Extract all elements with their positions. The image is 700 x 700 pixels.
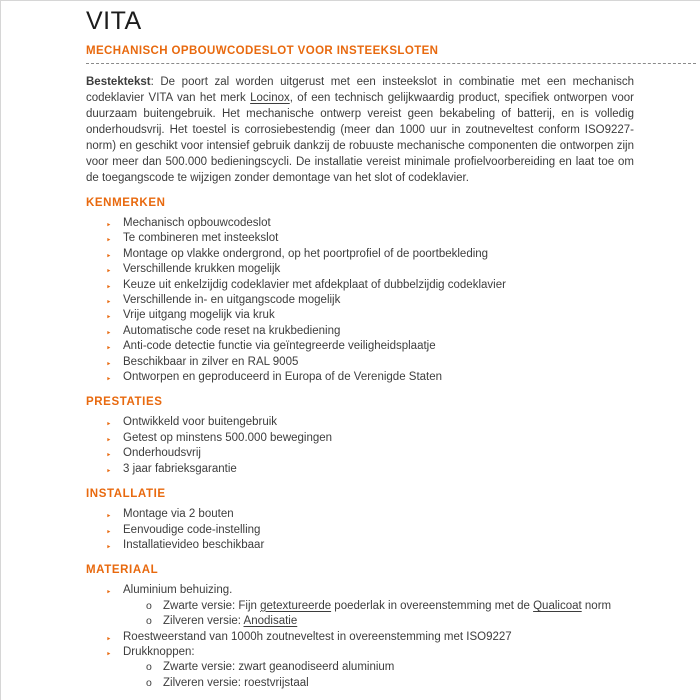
underlined-term: Locinox xyxy=(250,92,290,104)
list-item xyxy=(86,583,634,598)
list-item-text xyxy=(123,279,506,291)
underlined-term: Anodisatie xyxy=(243,615,298,628)
list-item xyxy=(86,370,634,385)
list-item xyxy=(86,247,634,262)
text-run: Zwarte versie: Fijn xyxy=(163,599,261,612)
arrow-bullet-icon: ‣ xyxy=(106,220,112,230)
text-run: Montage op vlakke ondergrond, op het poortprofiel of de poortbekleding xyxy=(123,247,489,260)
list-item xyxy=(86,614,634,629)
list-item-text xyxy=(123,340,436,352)
section-heading-materiaal: MATERIAAL xyxy=(86,564,159,577)
text-run: 3 jaar fabrieksgarantie xyxy=(123,462,237,475)
list-item-text xyxy=(163,600,611,612)
list-item xyxy=(86,293,634,308)
list-item-text xyxy=(123,463,237,475)
list-item xyxy=(86,308,634,323)
list-item xyxy=(86,262,634,277)
text-run: Zilveren versie: roestvrijstaal xyxy=(163,676,309,689)
list-item xyxy=(86,324,634,339)
arrow-bullet-icon: ‣ xyxy=(106,434,112,445)
list-item-text xyxy=(123,539,264,551)
text-run: Ontworpen en geproduceerd in Europa of de Verenigde Staten xyxy=(123,371,443,384)
list-item xyxy=(86,431,634,446)
text-run: Roestweerstand van 1000h zoutneveltest in overeenstemming met ISO9227 xyxy=(123,630,512,643)
arrow-bullet-icon: ‣ xyxy=(106,419,112,430)
list-item-text xyxy=(123,432,332,444)
text-run: poederlak in overeenstemming met de xyxy=(331,599,534,612)
text-run: Mechanisch opbouwcodeslot xyxy=(123,217,271,229)
section-heading-prestaties: PRESTATIES xyxy=(86,396,163,409)
arrow-bullet-icon: ‣ xyxy=(106,541,112,552)
list-item-text xyxy=(123,356,298,368)
list-item xyxy=(86,676,634,691)
text-run: Installatievideo beschikbaar xyxy=(123,538,265,551)
list-item xyxy=(86,645,634,660)
list-item-text xyxy=(123,325,340,337)
list-item-text xyxy=(123,631,512,643)
arrow-bullet-icon: ‣ xyxy=(106,465,112,476)
text-run: Keuze uit enkelzijdig codeklavier met afdekplaat of dubbelzijdig codeklavier xyxy=(123,278,506,291)
text-run: Vrije uitgang mogelijk via kruk xyxy=(123,309,275,322)
section-heading-kenmerken: KENMERKEN xyxy=(86,197,166,209)
arrow-bullet-icon: ‣ xyxy=(106,648,112,659)
list-item-text xyxy=(123,263,280,275)
list-item xyxy=(86,538,634,553)
text-run: : De poort zal worden uitgerust met een insteekslot in combinatie met een mechanisch codeklavier VITA van het merk xyxy=(86,76,634,104)
list-item xyxy=(86,599,634,614)
text-run: Verschillende krukken mogelijk xyxy=(123,263,281,276)
list-item xyxy=(86,339,634,354)
section-divider xyxy=(86,63,696,64)
circle-bullet-icon: o xyxy=(146,615,152,628)
list-item-text xyxy=(123,217,271,229)
list-item-text xyxy=(123,232,278,244)
list-item-text xyxy=(123,646,195,658)
arrow-bullet-icon: ‣ xyxy=(106,358,112,369)
text-run: Zilveren versie: xyxy=(163,615,244,628)
list-item-text xyxy=(123,447,201,459)
text-run: norm xyxy=(581,599,612,612)
list-item-text xyxy=(163,661,394,673)
list-item xyxy=(86,507,634,522)
arrow-bullet-icon: ‣ xyxy=(106,312,112,323)
list-item-text xyxy=(163,677,309,689)
list-item-text xyxy=(123,248,488,260)
text-run: Automatische code reset na krukbediening xyxy=(123,324,341,337)
arrow-bullet-icon: ‣ xyxy=(106,297,112,308)
arrow-bullet-icon: ‣ xyxy=(106,266,112,277)
section-heading-installatie: INSTALLATIE xyxy=(86,488,166,501)
arrow-bullet-icon: ‣ xyxy=(106,343,112,354)
arrow-bullet-icon: ‣ xyxy=(106,235,112,246)
text-run: Ontwikkeld voor buitengebruik xyxy=(123,416,278,429)
text-run: Montage via 2 bouten xyxy=(123,508,234,521)
list-item-text xyxy=(123,584,232,596)
text-run: Drukknoppen: xyxy=(123,645,195,658)
text-run: Beschikbaar in zilver en RAL 9005 xyxy=(123,355,299,368)
text-run: Zwarte versie: zwart geanodiseerd aluminium xyxy=(163,661,395,674)
list-item-text xyxy=(163,615,297,627)
list-item-text xyxy=(123,416,277,428)
page-subtitle: MECHANISCH OPBOUWCODESLOT VOOR INSTEEKSLOTEN xyxy=(86,45,439,57)
text-run: Aluminium behuizing. xyxy=(123,584,233,597)
list-item-text xyxy=(123,309,275,321)
arrow-bullet-icon: ‣ xyxy=(106,374,112,385)
arrow-bullet-icon: ‣ xyxy=(106,511,112,522)
text-run: Getest op minstens 500.000 bewegingen xyxy=(123,431,333,444)
page-title: VITA xyxy=(86,7,142,35)
text-run: Te combineren met insteekslot xyxy=(123,232,279,245)
text-run: Anti-code detectie functie via geïntegreerde veiligheidsplaatje xyxy=(123,340,436,353)
arrow-bullet-icon: ‣ xyxy=(106,250,112,261)
list-item xyxy=(86,523,634,538)
text-run: , of een technisch gelijkwaardig product, specifiek ontworpen voor duurzaam buitengebruik. Het mechanische ontwerp vereist geen bekabeling of batterij, en is volledig onderhoudsvrij. Het toestel is corrosiebestendig (meer dan 1000 uur in zoutneveltest conform ISO9227-norm) en geschikt voor intensief gebruik dankzij de robuuste mechanische componenten die ontworpen zijn voor meer dan 500.000 bedieningscycli. De installatie vereist minimale profielvoorbereiding en laat toe om de toegangscode te wijzigen zonder demontage van het slot of codeklavier. xyxy=(86,92,634,184)
circle-bullet-icon: o xyxy=(146,599,152,612)
list-item xyxy=(86,415,634,430)
arrow-bullet-icon: ‣ xyxy=(106,327,112,338)
list-item-text xyxy=(123,294,340,306)
list-item xyxy=(86,231,634,246)
arrow-bullet-icon: ‣ xyxy=(106,281,112,292)
list-item xyxy=(86,630,634,645)
arrow-bullet-icon: ‣ xyxy=(106,450,112,461)
list-item xyxy=(86,660,634,675)
list-item-text xyxy=(123,524,260,536)
list-item-text xyxy=(123,508,234,520)
circle-bullet-icon: o xyxy=(146,661,152,674)
list-item-text xyxy=(123,371,442,383)
arrow-bullet-icon: ‣ xyxy=(106,633,112,644)
list-item xyxy=(86,462,634,477)
text-run: Verschillende in- en uitgangscode mogelijk xyxy=(123,294,341,307)
circle-bullet-icon: o xyxy=(146,676,152,689)
list-item xyxy=(86,216,634,231)
list-item xyxy=(86,355,634,370)
text-run: Onderhoudsvrij xyxy=(123,447,201,460)
arrow-bullet-icon: ‣ xyxy=(106,587,112,598)
underlined-term: getextureerde xyxy=(260,599,332,612)
underlined-term: Qualicoat xyxy=(533,599,582,612)
arrow-bullet-icon: ‣ xyxy=(106,526,112,537)
list-item xyxy=(86,278,634,293)
text-run: Eenvoudige code-instelling xyxy=(123,523,261,536)
list-item xyxy=(86,446,634,461)
text-run: Bestektekst xyxy=(86,76,151,88)
sections xyxy=(86,197,634,691)
intro-paragraph xyxy=(86,74,634,186)
